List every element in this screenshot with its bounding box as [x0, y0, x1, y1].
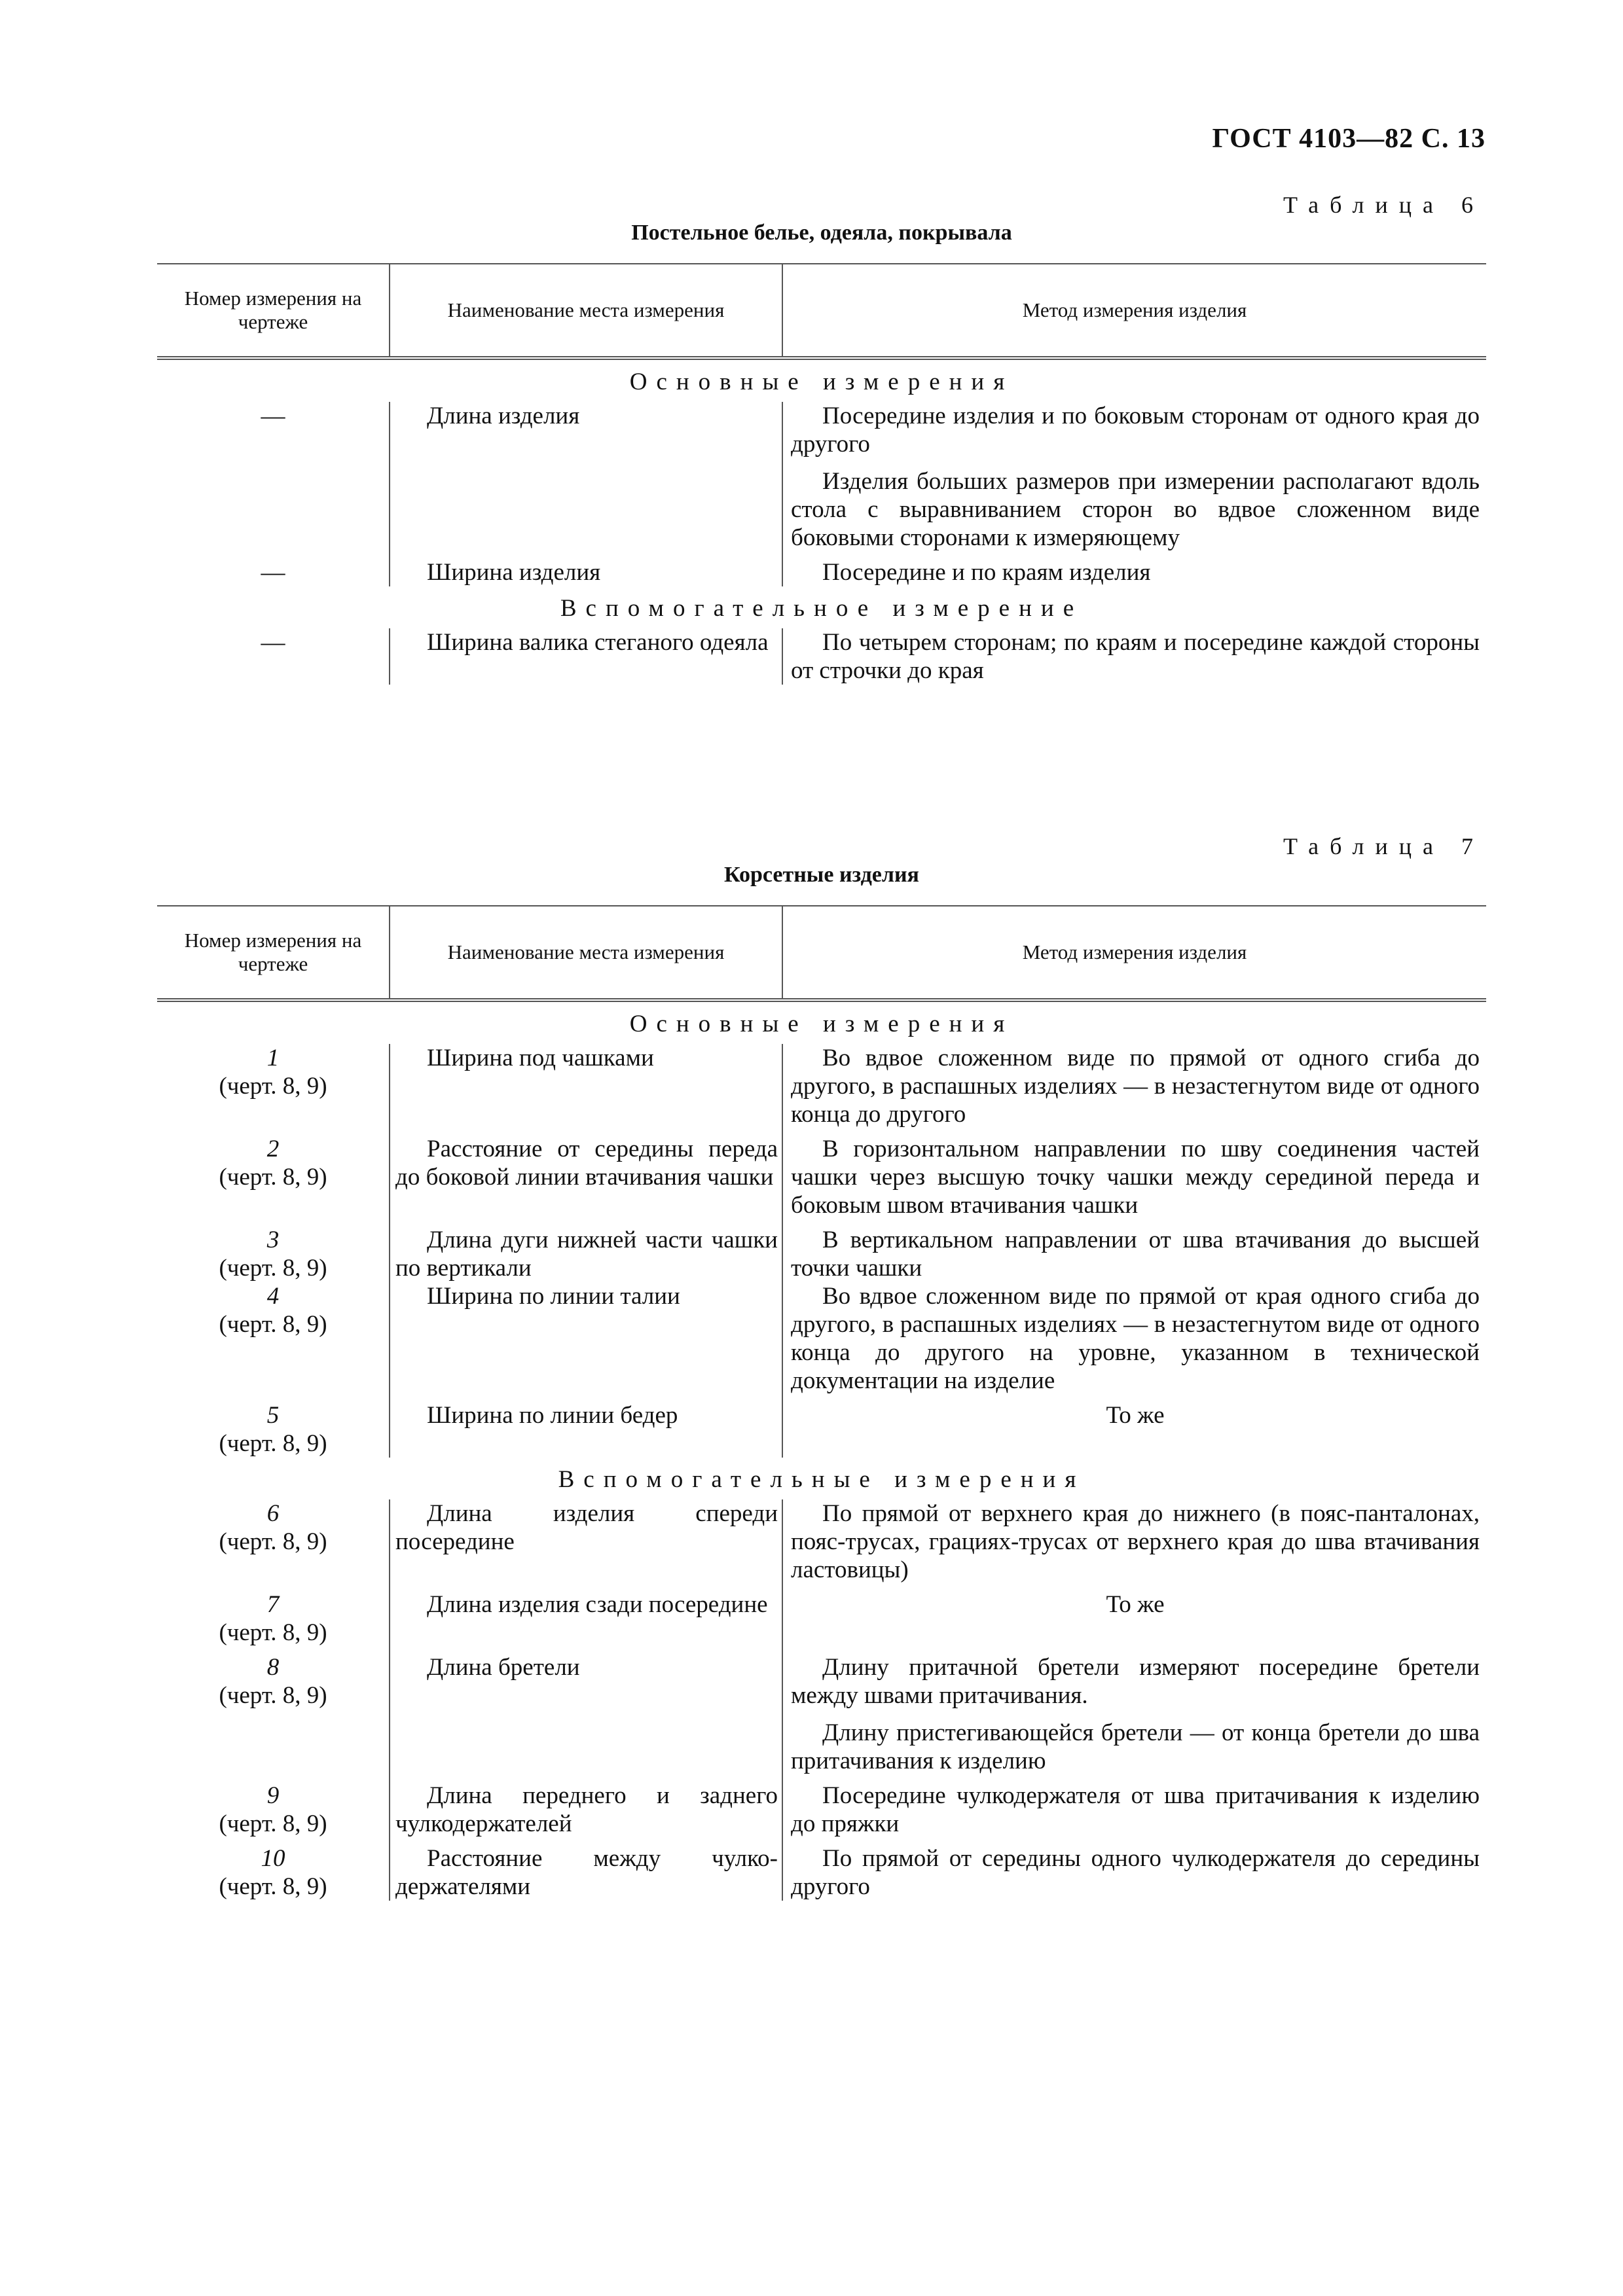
- row-num: [157, 1282, 390, 1395]
- row-ref: (черт. 8, 9): [219, 1255, 327, 1282]
- row-name: [390, 1647, 782, 1775]
- method-text: Изделия больших размеров при измерении располагают вдоль стола с выравниванием сторон во вдвое сложенном виде боковыми сторонами к измеряющему: [791, 468, 1480, 551]
- method-text: В горизонтальном направлении по шву соединения частей чашки через высшую точку чашки между серединой переда и боковым швом втачивания чашки: [791, 1136, 1480, 1219]
- method-text: Во вдвое сложенном виде по прямой от одного сгиба до другого, в распашных изделиях — в незастегнутом виде от одного конца до другого: [791, 1045, 1480, 1128]
- row-name: [390, 552, 782, 586]
- section-heading: [157, 1000, 1486, 1044]
- method-text: По прямой от верхнего края до нижнего (в пояс-панталонах, пояс-трусах, грациях-трусах от верхнего края до шва втачивания ластовицы): [791, 1500, 1480, 1583]
- section-main-label: Основные измерения: [629, 368, 1014, 395]
- table7-title: Корсетные изделия: [724, 863, 919, 887]
- row-name-text: Длина дуги нижней части чашки по вертикали: [395, 1227, 778, 1282]
- row-method: [782, 1044, 1486, 1128]
- method-text: Посередине и по краям изделия: [822, 559, 1151, 586]
- method-text: То же: [1106, 1402, 1165, 1429]
- table-row: [157, 628, 1486, 685]
- col-header-method: Метод измерения изделия: [782, 906, 1486, 1000]
- col-header-num: Номер измерения на чертеже: [157, 906, 390, 1000]
- row-method: [782, 1584, 1486, 1647]
- row-ref: (черт. 8, 9): [219, 1430, 327, 1457]
- row-num: [157, 1499, 390, 1584]
- method-text: То же: [1106, 1591, 1165, 1618]
- row-name: [390, 1128, 782, 1219]
- table6: [157, 263, 1486, 685]
- row-ref: (черт. 8, 9): [219, 1164, 327, 1191]
- page-header: ГОСТ 4103—82 С. 13: [1212, 124, 1486, 154]
- row-method: [782, 1282, 1486, 1395]
- method-text: Во вдвое сложенном виде по прямой от края одного сгиба до другого, в распашных изделиях — в незастегнутом виде от одного конца до другого на уровне, указанном в технической документации на изделие: [791, 1283, 1480, 1394]
- table-row: [157, 1128, 1486, 1219]
- section-aux-label: Вспомогательное измерение: [560, 595, 1084, 622]
- method-text: По прямой от середины одного чулкодержателя до середины другого: [791, 1845, 1480, 1900]
- row-name-text: Длина изделия спереди посередине: [395, 1500, 778, 1555]
- row-name-text: Ширина изделия: [427, 559, 601, 586]
- section-heading: [157, 586, 1486, 628]
- row-name: [390, 1584, 782, 1647]
- row-name: [390, 1838, 782, 1901]
- row-ref: (черт. 8, 9): [219, 1311, 327, 1338]
- row-num-value: 5: [266, 1402, 280, 1429]
- table7-label: Таблица 7: [1283, 833, 1484, 859]
- row-num-value: 3: [266, 1227, 280, 1253]
- row-name: [390, 1499, 782, 1584]
- method-text: Посередине изделия и по боковым сторонам от одного края до другого: [791, 403, 1480, 457]
- table6-title: Постельное белье, одеяла, покрывала: [631, 221, 1012, 245]
- col-header-num: Номер измерения на чертеже: [157, 264, 390, 358]
- row-ref: (черт. 8, 9): [219, 1810, 327, 1837]
- row-method: [782, 552, 1486, 586]
- row-method: [782, 1128, 1486, 1219]
- row-method: [782, 1395, 1486, 1458]
- row-name-text: Расстояние между чулко-держателями: [395, 1845, 778, 1900]
- table-row: [157, 1282, 1486, 1395]
- section-heading: [157, 1458, 1486, 1499]
- row-ref: (черт. 8, 9): [219, 1682, 327, 1709]
- row-name: [390, 402, 782, 552]
- row-num-value: 4: [266, 1283, 280, 1310]
- table6-label: Таблица 6: [1283, 192, 1484, 218]
- row-num: [157, 1647, 390, 1775]
- row-name-text: Длина бретели: [427, 1654, 580, 1681]
- section-main-label: Основные измерения: [629, 1011, 1014, 1037]
- row-method: [782, 628, 1486, 685]
- row-num-value: 9: [266, 1782, 280, 1809]
- method-text: Посередине чулкодержателя от шва притачивания к изделию до пряжки: [791, 1782, 1480, 1837]
- row-ref: (черт. 8, 9): [219, 1528, 327, 1555]
- row-num: [157, 1128, 390, 1219]
- row-num: —: [261, 559, 285, 586]
- row-name-text: Длина переднего и заднего чулкодержателей: [395, 1782, 778, 1837]
- row-method: [782, 1838, 1486, 1901]
- row-num: [157, 1395, 390, 1458]
- row-name-text: Ширина по линии бедер: [427, 1402, 678, 1429]
- method-text: Длину пристегивающейся бретели — от конца бретели до шва притачивания к изделию: [791, 1719, 1480, 1774]
- section-aux-label: Вспомогательные измерения: [558, 1466, 1085, 1493]
- row-name-text: Длина изделия: [427, 403, 580, 429]
- row-name: [390, 1282, 782, 1395]
- table-row: [157, 1044, 1486, 1128]
- table-row: [157, 1395, 1486, 1458]
- row-name-text: Ширина валика стеганого одеяла: [427, 629, 769, 656]
- table7: [157, 905, 1486, 1901]
- table-row: [157, 552, 1486, 586]
- table-row: [157, 1647, 1486, 1775]
- row-name: [390, 1219, 782, 1282]
- row-num-value: 8: [266, 1654, 280, 1681]
- table-row: [157, 1499, 1486, 1584]
- row-num-value: 6: [266, 1500, 280, 1527]
- row-num-value: 2: [266, 1136, 280, 1162]
- row-method: [782, 1219, 1486, 1282]
- row-name: [390, 1775, 782, 1838]
- table-header-row: [157, 264, 1486, 358]
- col-header-name: Наименование места измерения: [390, 264, 782, 358]
- table-row: [157, 1838, 1486, 1901]
- row-name-text: Расстояние от середины переда до боковой линии втачивания чашки: [395, 1136, 778, 1191]
- row-num: [157, 1584, 390, 1647]
- row-num: [157, 1044, 390, 1128]
- table-row: [157, 1775, 1486, 1838]
- row-num: [157, 1219, 390, 1282]
- row-name-text: Ширина под чашками: [427, 1045, 654, 1071]
- table-row: [157, 1219, 1486, 1282]
- row-num: [157, 1838, 390, 1901]
- row-num: —: [261, 629, 285, 656]
- row-ref: (черт. 8, 9): [219, 1619, 327, 1646]
- row-num-value: 1: [266, 1045, 280, 1071]
- row-method: [782, 1775, 1486, 1838]
- row-method: [782, 402, 1486, 552]
- section-heading: [157, 358, 1486, 402]
- table-header-row: [157, 906, 1486, 1000]
- method-text: В вертикальном направлении от шва втачивания до высшей точки чашки: [791, 1227, 1480, 1282]
- row-name: [390, 1044, 782, 1128]
- method-text: По четырем сторонам; по краям и посередине каждой стороны от строчки до края: [791, 629, 1480, 684]
- table-row: [157, 402, 1486, 552]
- row-method: [782, 1647, 1486, 1775]
- row-num: [157, 1775, 390, 1838]
- row-ref: (черт. 8, 9): [219, 1873, 327, 1900]
- row-name-text: Ширина по линии талии: [427, 1283, 680, 1310]
- table-row: [157, 1584, 1486, 1647]
- row-num-value: 7: [266, 1591, 280, 1618]
- col-header-name: Наименование места измерения: [390, 906, 782, 1000]
- row-name: [390, 1395, 782, 1458]
- col-header-method: Метод измерения изделия: [782, 264, 1486, 358]
- row-method: [782, 1499, 1486, 1584]
- row-name: [390, 628, 782, 685]
- row-ref: (черт. 8, 9): [219, 1073, 327, 1100]
- row-num: —: [261, 403, 285, 429]
- method-text: Длину притачной бретели измеряют посередине бретели между швами притачивания.: [791, 1654, 1480, 1709]
- row-num-value: 10: [261, 1845, 285, 1872]
- row-name-text: Длина изделия сзади посередине: [427, 1591, 768, 1618]
